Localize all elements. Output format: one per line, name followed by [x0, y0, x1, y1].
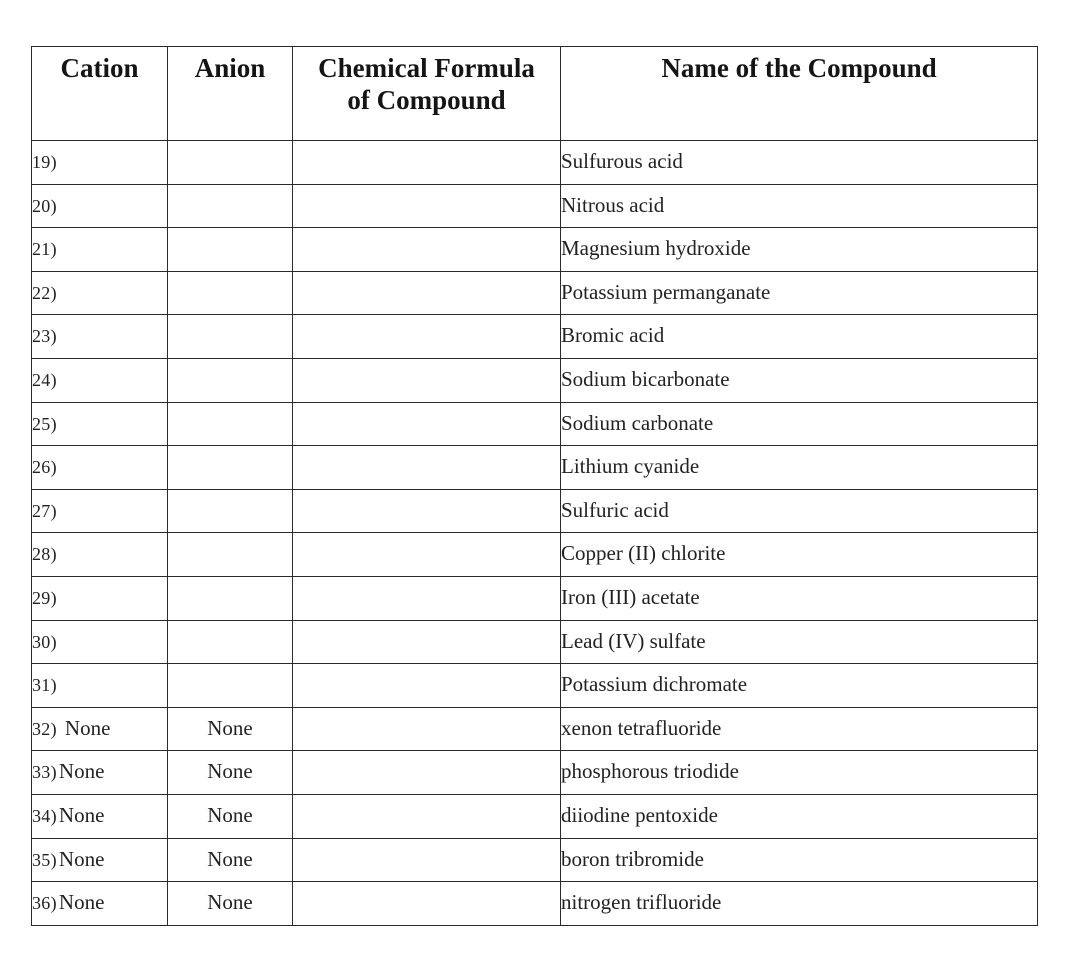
question-number: 19) [32, 152, 57, 172]
compound-name-cell [561, 358, 1038, 402]
compound-name-cell [561, 315, 1038, 359]
compound-name-cell [561, 664, 1038, 708]
compound-name-cell [561, 707, 1038, 751]
header-compound-name: Name of the Compound [561, 47, 1038, 141]
compound-name-cell [561, 228, 1038, 272]
question-number: 23) [32, 326, 57, 347]
cation-value: None [58, 846, 105, 871]
cation-cell[interactable] [32, 271, 168, 315]
compound-name-cell [561, 184, 1038, 228]
header-anion: Anion [168, 47, 293, 141]
header-row [32, 47, 1038, 141]
compound-name-cell [561, 838, 1038, 882]
compound-name-cell [561, 576, 1038, 620]
compound-name-cell [561, 271, 1038, 315]
question-number: 22) [32, 282, 57, 303]
cation-cell[interactable] [32, 184, 168, 228]
cation-value: None [58, 802, 105, 827]
anion-value: None [207, 759, 253, 784]
anion-cell[interactable] [168, 228, 293, 272]
anion-cell[interactable] [168, 664, 293, 708]
formula-cell[interactable] [293, 882, 561, 926]
cation-cell[interactable] [32, 794, 168, 838]
cation-value: None [58, 759, 105, 784]
compound-name: nitrogen trifluoride [561, 890, 722, 915]
header-formula-line1: Chemical Formula [318, 53, 535, 83]
compound-name: Potassium permanganate [561, 279, 771, 304]
cation-cell[interactable] [32, 751, 168, 795]
table-row [32, 228, 1038, 272]
formula-cell[interactable] [293, 838, 561, 882]
formula-cell[interactable] [293, 271, 561, 315]
compound-name: Nitrous acid [561, 192, 665, 217]
table-row [32, 533, 1038, 577]
compound-name: Lithium cyanide [561, 454, 700, 479]
cation-cell[interactable] [32, 446, 168, 490]
anion-cell[interactable] [168, 402, 293, 446]
table-row [32, 707, 1038, 751]
formula-cell[interactable] [293, 751, 561, 795]
anion-cell[interactable] [168, 882, 293, 926]
question-number: 34) [32, 805, 57, 826]
compound-name-cell [561, 489, 1038, 533]
anion-cell[interactable] [168, 446, 293, 490]
cation-cell[interactable] [32, 533, 168, 577]
table-row [32, 620, 1038, 664]
cation-cell[interactable] [32, 707, 168, 751]
compound-name: Copper (II) chlorite [561, 541, 726, 566]
compound-name: Sodium carbonate [561, 410, 714, 435]
anion-cell[interactable] [168, 794, 293, 838]
table-row [32, 141, 1038, 185]
cation-value: None [64, 715, 111, 740]
compound-name: Sodium bicarbonate [561, 366, 730, 391]
question-number: 32) [32, 718, 57, 739]
anion-cell[interactable] [168, 271, 293, 315]
header-chemical-formula [293, 47, 561, 141]
table-row [32, 664, 1038, 708]
formula-cell[interactable] [293, 184, 561, 228]
cation-cell[interactable] [32, 838, 168, 882]
worksheet [31, 46, 1038, 926]
anion-cell[interactable] [168, 358, 293, 402]
cation-cell[interactable] [32, 620, 168, 664]
question-number: 21) [32, 239, 57, 260]
compound-name-cell [561, 751, 1038, 795]
formula-cell[interactable] [293, 707, 561, 751]
cation-cell[interactable] [32, 228, 168, 272]
compound-name-cell [561, 402, 1038, 446]
formula-cell[interactable] [293, 446, 561, 490]
table-row [32, 751, 1038, 795]
anion-cell[interactable] [168, 707, 293, 751]
question-number: 25) [32, 413, 57, 434]
anion-cell[interactable] [168, 184, 293, 228]
compound-name: Iron (III) acetate [561, 584, 700, 609]
table-row [32, 882, 1038, 926]
table-row [32, 271, 1038, 315]
compounds-table [31, 46, 1038, 926]
question-number: 26) [32, 457, 57, 478]
question-number: 20) [32, 195, 57, 216]
question-number: 24) [32, 369, 57, 390]
table-row [32, 794, 1038, 838]
question-number: 35) [32, 849, 57, 870]
table-row [32, 358, 1038, 402]
compound-name: Bromic acid [561, 323, 665, 348]
compound-name: phosphorous triodide [561, 759, 739, 784]
question-number: 27) [32, 500, 57, 521]
cation-cell[interactable] [32, 358, 168, 402]
header-formula-line2: of Compound [347, 85, 506, 115]
formula-cell[interactable] [293, 402, 561, 446]
formula-cell[interactable] [293, 576, 561, 620]
compound-name-cell [561, 446, 1038, 490]
table-row [32, 838, 1038, 882]
table-row [32, 402, 1038, 446]
formula-cell[interactable] [293, 664, 561, 708]
question-number: 31) [32, 675, 57, 696]
anion-cell[interactable] [168, 489, 293, 533]
formula-cell[interactable] [293, 533, 561, 577]
cation-cell[interactable] [32, 402, 168, 446]
table-row [32, 446, 1038, 490]
cation-cell[interactable] [32, 489, 168, 533]
anion-cell[interactable] [168, 315, 293, 359]
question-number: 29) [32, 587, 57, 608]
header-cation: Cation [32, 47, 168, 141]
anion-value: None [207, 802, 253, 827]
table-row [32, 489, 1038, 533]
formula-cell[interactable] [293, 141, 561, 185]
cation-value: None [58, 890, 105, 915]
formula-cell[interactable] [293, 228, 561, 272]
compound-name-cell [561, 794, 1038, 838]
anion-value: None [207, 890, 253, 915]
compound-name: Sulfurous acid [561, 149, 683, 173]
question-number: 30) [32, 631, 57, 652]
anion-cell[interactable] [168, 533, 293, 577]
compound-name: Lead (IV) sulfate [561, 628, 706, 653]
cation-cell[interactable] [32, 882, 168, 926]
cation-cell[interactable] [32, 664, 168, 708]
anion-cell[interactable] [168, 141, 293, 185]
cation-cell[interactable] [32, 576, 168, 620]
anion-value: None [207, 846, 253, 871]
table-body [32, 141, 1038, 926]
table-row [32, 315, 1038, 359]
compound-name: Sulfuric acid [561, 497, 669, 522]
compound-name-cell [561, 533, 1038, 577]
anion-cell[interactable] [168, 620, 293, 664]
cation-cell[interactable] [32, 141, 168, 185]
compound-name: Magnesium hydroxide [561, 236, 751, 261]
question-number: 36) [32, 893, 57, 914]
formula-cell[interactable] [293, 620, 561, 664]
compound-name-cell [561, 882, 1038, 926]
anion-cell[interactable] [168, 576, 293, 620]
question-number: 28) [32, 544, 57, 565]
compound-name: Potassium dichromate [561, 672, 748, 697]
formula-cell[interactable] [293, 794, 561, 838]
formula-cell[interactable] [293, 489, 561, 533]
compound-name: diiodine pentoxide [561, 802, 718, 827]
table-row [32, 576, 1038, 620]
compound-name-cell [561, 141, 1038, 185]
formula-cell[interactable] [293, 358, 561, 402]
compound-name: xenon tetrafluoride [561, 715, 722, 740]
anion-value: None [207, 715, 253, 740]
question-number: 33) [32, 762, 57, 783]
anion-cell[interactable] [168, 751, 293, 795]
table-row [32, 184, 1038, 228]
formula-cell[interactable] [293, 315, 561, 359]
compound-name-cell [561, 620, 1038, 664]
anion-cell[interactable] [168, 838, 293, 882]
compound-name: boron tribromide [561, 846, 704, 871]
cation-cell[interactable] [32, 315, 168, 359]
